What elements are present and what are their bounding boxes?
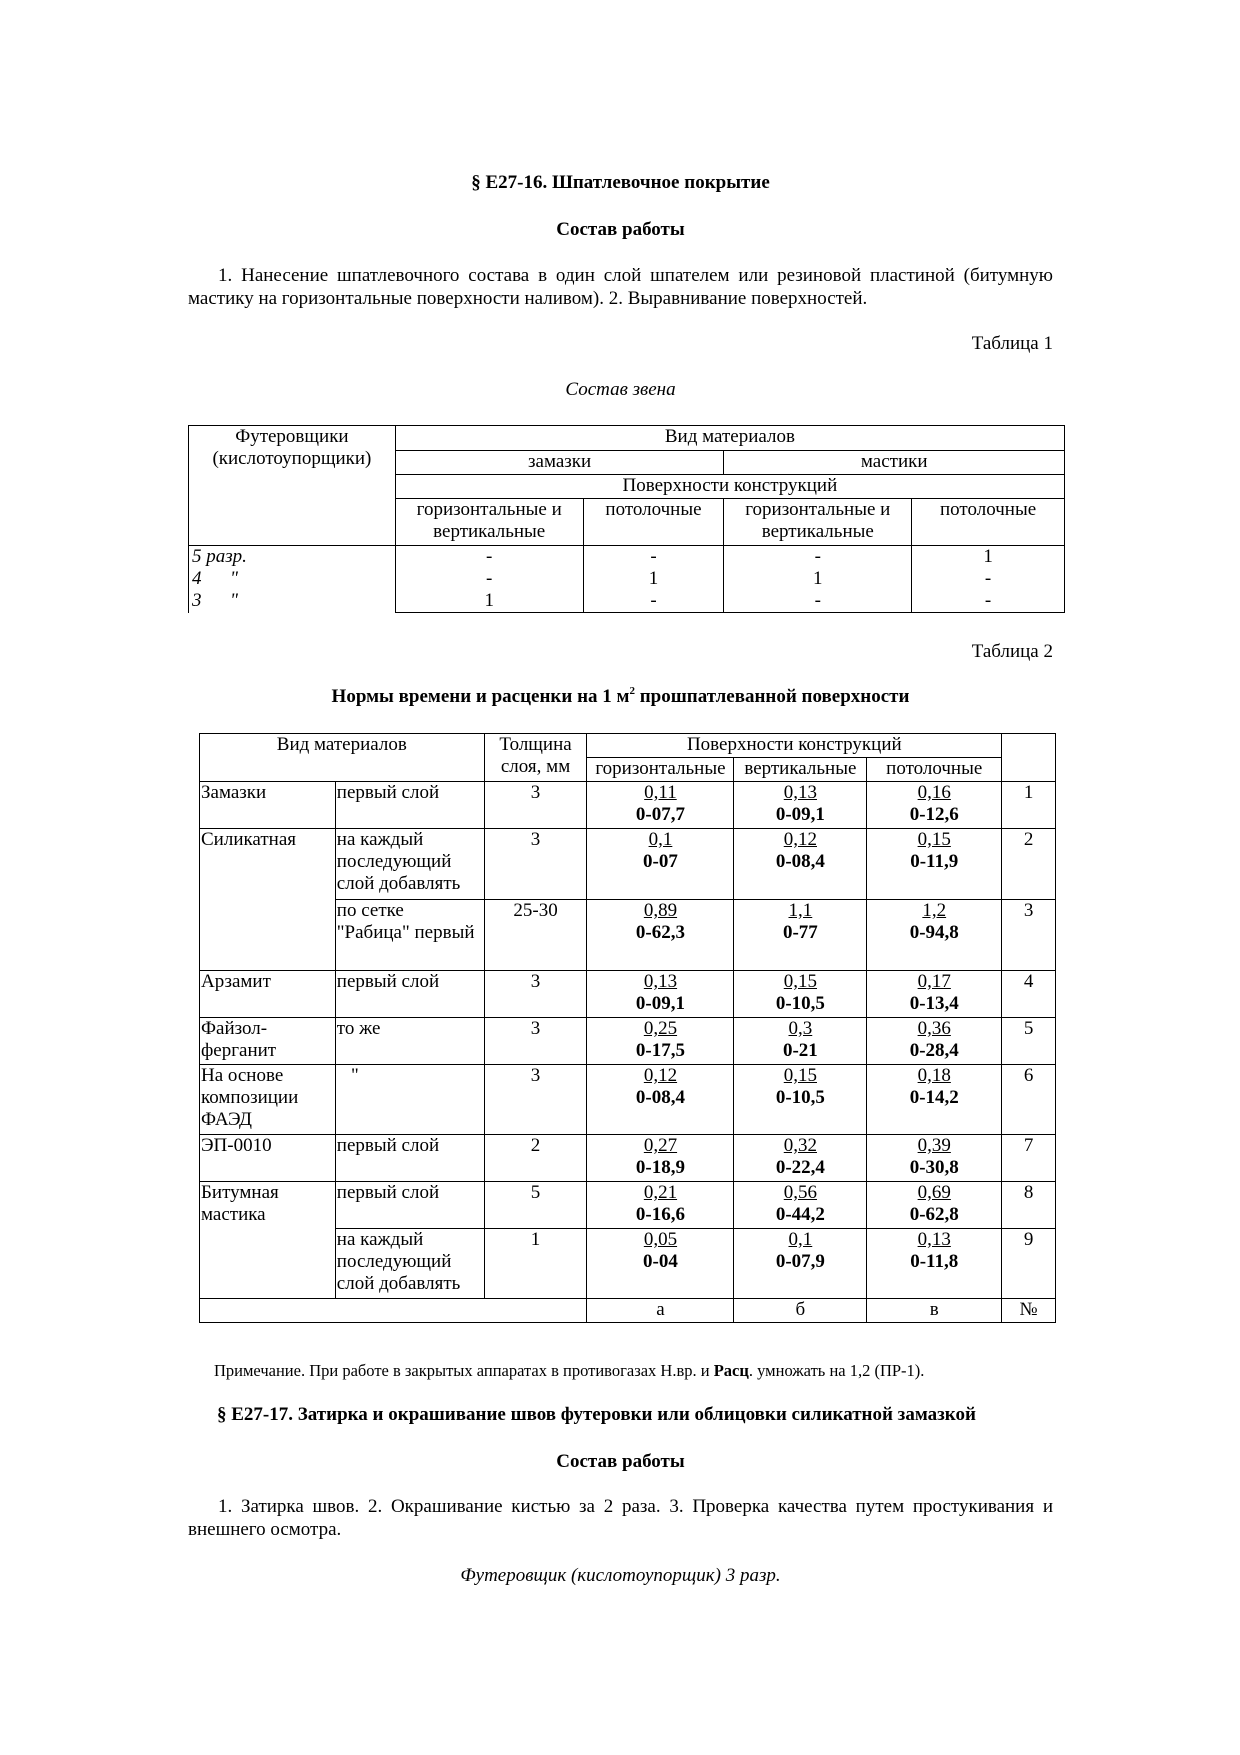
rate-value: 0-10,5 [775,1087,825,1108]
table2-caption-sup: 2 [629,685,635,697]
grade-cell [189,546,396,613]
section2-worker: Футеровщик (кислотоупорщик) 3 разр. [460,1565,781,1586]
row-number: 3 [1002,900,1056,971]
material-cell: Замазки [200,782,336,829]
section2-title: § Е27-17. Затирка и окрашивание швов футеровки или облицовки силикатной замазкой [217,1404,976,1425]
material-cell: Битумная мастика [200,1182,336,1229]
layer-cell: первый слой [335,782,484,829]
t1-value: 1 [983,546,993,567]
grade-5: 5 разр. [192,546,247,567]
layer-cell: по сетке "Рабица" первый [335,900,484,971]
footer-blank [200,1299,587,1323]
t1-value: - [650,546,657,567]
group-mastic-header: мастики [724,451,1065,475]
rate-value: 0-14,2 [909,1087,959,1108]
thickness-cell: 3 [484,1065,587,1135]
rate-value: 0-94,8 [909,922,959,943]
material-cell [200,900,336,971]
norm-value: 0,1 [648,829,673,850]
row-number: 1 [1002,782,1056,829]
material-cell [200,1229,336,1299]
material-cell: Силикатная [200,829,336,900]
norm-value: 0,39 [917,1135,951,1156]
norm-value: 0,17 [917,971,951,992]
h-material: Вид материалов [200,734,485,782]
table-footer-row [200,1299,1056,1323]
material-cell: На основе композиции ФАЭД [200,1065,336,1135]
section2-composition-text: 1. Затирка швов. 2. Окрашивание кистью за 2 раза. 3. Проверка качества путем простукивания и внешнего осмотра. [188,1496,1053,1540]
rate-value: 0-28,4 [909,1040,959,1061]
footer-col-c: в [867,1299,1002,1323]
norm-value: 0,21 [643,1182,678,1203]
footer-col-b: б [734,1299,867,1323]
row-number: 5 [1002,1018,1056,1065]
h-ceiling: потолочные [867,758,1002,782]
t1-value: - [814,546,821,567]
t1-value: 1 [813,568,823,589]
col-ceiling-1: потолочные [583,499,724,546]
table-row [200,1135,1056,1182]
t1-value: - [984,590,992,611]
h-surfaces: Поверхности конструкций [587,734,1002,758]
norm-value: 0,18 [917,1065,951,1086]
layer-cell: на каждый последующий слой добавлять [335,1229,484,1299]
rate-value: 0-11,8 [910,1251,959,1272]
table2-caption-pre: Нормы времени и расценки на 1 м [331,686,630,707]
table2-caption-post: прошпатлеванной поверхности [634,686,910,707]
norm-value: 0,05 [643,1229,678,1250]
rate-value: 0-07 [643,851,678,872]
row-number: 4 [1002,971,1056,1018]
note-bold: Расц [713,1361,749,1380]
table1-label: Таблица 1 [971,333,1053,354]
section1-title: § Е27-16. Шпатлевочное покрытие [471,172,770,193]
norms-table [199,733,1056,1323]
rate-value: 0-18,9 [635,1157,685,1178]
material-cell: ЭП-0010 [200,1135,336,1182]
h-thickness: Толщина слоя, мм [484,734,587,782]
thickness-cell: 3 [484,971,587,1018]
thickness-cell: 3 [484,829,587,900]
norm-value: 0,3 [788,1018,813,1039]
table-row [200,1182,1056,1229]
workers-header: Футеровщики (кислотоупорщики) [212,426,372,469]
h-vertical: вертикальные [734,758,867,782]
thickness-cell: 5 [484,1182,587,1229]
t1-value: 1 [484,590,494,611]
surface-header: Поверхности конструкций [395,475,1064,499]
material-cell: Арзамит [200,971,336,1018]
norm-value: 0,15 [783,971,817,992]
norm-value: 0,16 [917,782,951,803]
table2-label: Таблица 2 [971,641,1053,662]
table-row [200,1229,1056,1299]
section2-composition-heading: Состав работы [556,1451,685,1472]
layer-cell: то же [335,1018,484,1065]
row-number: 2 [1002,829,1056,900]
rate-value: 0-09,1 [775,804,825,825]
layer-cell: первый слой [335,1182,484,1229]
norm-value: 0,12 [643,1065,678,1086]
layer-cell: первый слой [335,971,484,1018]
table-row [200,1018,1056,1065]
col-ceiling-2: потолочные [912,499,1065,546]
layer-cell: на каждый последующий слой добавлять [335,829,484,900]
row-number: 9 [1002,1229,1056,1299]
norm-value: 0,32 [783,1135,817,1156]
rate-value: 0-08,4 [635,1087,685,1108]
workers-header-cell [189,426,396,546]
footer-col-a: а [587,1299,734,1323]
t1-value: - [650,590,657,611]
rate-value: 0-22,4 [775,1157,825,1178]
table-row [200,900,1056,971]
rate-value: 0-16,6 [635,1204,685,1225]
section1-composition-heading: Состав работы [556,219,685,240]
footer-col-number: № [1002,1299,1056,1323]
thickness-cell: 3 [484,1018,587,1065]
grade-3: 3 " [192,590,238,611]
t1-value: - [486,568,493,589]
crew-composition-table [188,425,1065,613]
thickness-cell: 3 [484,782,587,829]
rate-value: 0-10,5 [775,993,825,1014]
norm-value: 0,13 [643,971,678,992]
material-cell: Файзол-ферганит [200,1018,336,1065]
col-horizontal-vertical-1: горизонтальные и вертикальные [395,499,583,546]
table-row [189,546,1065,613]
col-horizontal-vertical-2: горизонтальные и вертикальные [724,499,912,546]
rate-value: 0-04 [643,1251,678,1272]
row-number: 7 [1002,1135,1056,1182]
grade-4: 4 " [192,568,238,589]
norm-value: 0,69 [917,1182,951,1203]
norm-value: 0,1 [788,1229,813,1250]
row-number: 6 [1002,1065,1056,1135]
rate-value: 0-21 [782,1040,818,1061]
norm-value: 0,13 [917,1229,951,1250]
layer-cell: " [335,1065,484,1135]
norm-value: 0,36 [917,1018,951,1039]
h-number-blank [1002,734,1056,782]
rate-value: 0-07,9 [775,1251,825,1272]
table-row [200,782,1056,829]
rate-value: 0-11,9 [910,851,959,872]
rate-value: 0-08,4 [775,851,825,872]
thickness-cell: 1 [484,1229,587,1299]
norm-value: 1,2 [922,900,947,921]
thickness-cell: 25-30 [484,900,587,971]
norm-value: 1,1 [788,900,813,921]
note-pre: Примечание. При работе в закрытых аппаратах в противогазах Н.вр. и [214,1361,714,1380]
norm-value: 0,12 [783,829,817,850]
rate-value: 0-07,7 [635,804,685,825]
t1-value: - [486,546,493,567]
norm-value: 0,25 [643,1018,678,1039]
t1-value: - [814,590,821,611]
rate-value: 0-62,3 [635,922,685,943]
rate-value: 0-09,1 [635,993,685,1014]
table1-caption: Состав звена [565,379,676,400]
h-horizontal: горизонтальные [587,758,734,782]
rate-value: 0-30,8 [909,1157,959,1178]
rate-value: 0-77 [782,922,818,943]
norm-value: 0,56 [783,1182,817,1203]
rate-value: 0-17,5 [635,1040,685,1061]
norm-value: 0,89 [643,900,678,921]
group-putty-header: замазки [395,451,724,475]
norm-value: 0,13 [783,782,817,803]
norm-value: 0,11 [644,782,677,803]
table-row [200,1065,1056,1135]
t1-value: - [984,568,992,589]
norm-value: 0,15 [783,1065,817,1086]
rate-value: 0-12,6 [909,804,959,825]
rate-value: 0-13,4 [909,993,959,1014]
table-row [200,971,1056,1018]
note [214,1361,924,1381]
norm-value: 0,27 [643,1135,678,1156]
layer-cell: первый слой [335,1135,484,1182]
rate-value: 0-62,8 [909,1204,959,1225]
section1-composition-text: 1. Нанесение шпатлевочного состава в один слой шпателем или резиновой пластиной (битумную мастику на горизонтальные поверхности наливом). 2. Выравнивание поверхностей. [188,265,1053,309]
table-row [200,829,1056,900]
note-post: . умножать на 1,2 (ПР-1). [748,1361,925,1380]
table2-caption [188,686,1053,708]
row-number: 8 [1002,1182,1056,1229]
rate-value: 0-44,2 [775,1204,825,1225]
thickness-cell: 2 [484,1135,587,1182]
material-header: Вид материалов [395,426,1064,451]
norm-value: 0,15 [917,829,951,850]
t1-value: 1 [648,568,659,589]
